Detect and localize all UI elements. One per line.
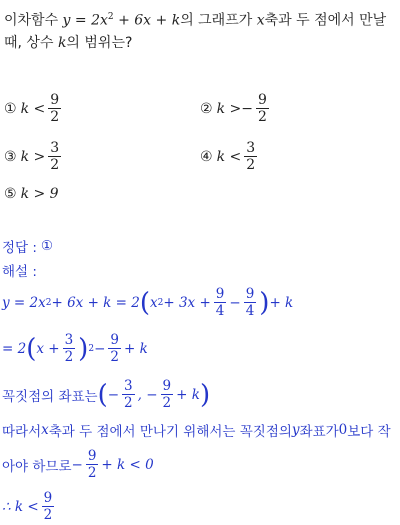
math-text: 보다 작 bbox=[347, 424, 391, 440]
option-2[interactable] bbox=[200, 92, 272, 125]
option-fraction bbox=[256, 92, 269, 125]
option-5[interactable] bbox=[4, 186, 59, 202]
option-fraction bbox=[244, 140, 257, 173]
math-text: 3 bbox=[50, 140, 60, 156]
math-text: − bbox=[229, 294, 241, 311]
math-text: y bbox=[291, 422, 300, 438]
math-text: 2 bbox=[110, 349, 119, 365]
math-text: 2 bbox=[50, 109, 60, 125]
math-text: y = 2x bbox=[2, 294, 46, 311]
math-text: 2 bbox=[246, 157, 256, 173]
math-text: 2 bbox=[157, 297, 164, 308]
fraction-9-2 bbox=[42, 490, 55, 523]
option-marker: ⑤ bbox=[4, 186, 17, 202]
question-text bbox=[4, 6, 398, 54]
option-expression: k >− bbox=[216, 100, 253, 117]
question-equation-rest: + 6x + k bbox=[113, 12, 181, 29]
math-text: , − bbox=[137, 386, 158, 403]
math-text: 2 bbox=[124, 395, 133, 411]
option-expression: k < bbox=[216, 148, 242, 165]
option-fraction bbox=[48, 140, 61, 173]
math-text: 2 bbox=[88, 343, 95, 354]
math-parenthesis: ( bbox=[26, 333, 37, 364]
math-text: 2 bbox=[257, 109, 267, 125]
question-variable-k: k bbox=[57, 34, 67, 51]
math-parenthesis: ( bbox=[97, 379, 108, 410]
answer-label: 정답 : bbox=[2, 240, 37, 256]
math-text: 2 bbox=[50, 157, 60, 173]
solution-step-5 bbox=[2, 448, 154, 481]
math-text: 아야 하므로 bbox=[2, 458, 72, 475]
math-text: + 3x + bbox=[163, 294, 211, 311]
fraction-9-2 bbox=[161, 378, 174, 411]
math-text: + k bbox=[176, 386, 200, 403]
question-part: 의 그래프가 bbox=[180, 12, 257, 29]
fraction-3-2 bbox=[63, 332, 76, 365]
math-text: 9 bbox=[215, 286, 225, 302]
math-text: x + bbox=[36, 340, 60, 357]
math-text: + 6x + k = 2 bbox=[51, 294, 140, 311]
option-marker: ① bbox=[4, 100, 17, 117]
explanation-label-text: 해설 : bbox=[2, 264, 37, 280]
option-marker: ③ bbox=[4, 148, 17, 165]
math-text: + k < 0 bbox=[101, 456, 154, 473]
question-part: 이차함수 bbox=[4, 12, 63, 29]
math-text: 9 bbox=[245, 286, 255, 302]
math-text: 4 bbox=[215, 303, 225, 319]
option-4[interactable] bbox=[200, 140, 260, 173]
math-text: 9 bbox=[43, 490, 53, 506]
math-text: + k bbox=[269, 294, 294, 311]
question-exponent: 2 bbox=[107, 12, 114, 22]
question-part: 축과 두 점에서 만날 때, 상수 bbox=[4, 12, 387, 51]
fraction-9-2 bbox=[86, 448, 99, 481]
math-text: 3 bbox=[246, 140, 256, 156]
answer-value: ① bbox=[40, 238, 54, 254]
math-text: 2 bbox=[45, 297, 52, 308]
math-text: 9 bbox=[257, 92, 267, 108]
option-marker: ② bbox=[200, 100, 213, 117]
math-text: − bbox=[107, 386, 120, 403]
option-3[interactable] bbox=[4, 140, 64, 173]
math-text: 꼭짓점의 좌표는 bbox=[2, 388, 98, 405]
fraction-3-2 bbox=[122, 378, 135, 411]
math-text: 2 bbox=[87, 465, 97, 481]
option-marker: ④ bbox=[200, 148, 213, 165]
question-equation: y = 2x bbox=[62, 12, 108, 29]
math-parenthesis: ) bbox=[259, 287, 270, 318]
option-1[interactable] bbox=[4, 92, 64, 125]
option-expression: k < bbox=[20, 100, 46, 117]
solution-step-3 bbox=[2, 378, 210, 411]
fraction-9-2 bbox=[108, 332, 121, 365]
solution-conclusion bbox=[2, 490, 57, 523]
math-text: 4 bbox=[245, 303, 255, 319]
solution-step-4 bbox=[2, 420, 391, 440]
explanation-label bbox=[2, 260, 37, 280]
math-text: = 2 bbox=[2, 340, 27, 357]
answer-line bbox=[2, 236, 53, 256]
question-part: 의 범위는? bbox=[66, 34, 133, 51]
solution-step-2 bbox=[2, 332, 148, 365]
math-text: 3 bbox=[64, 332, 74, 348]
fraction-9-4 bbox=[244, 286, 257, 319]
math-text: 따라서 bbox=[2, 424, 42, 440]
math-text: 9 bbox=[162, 378, 172, 394]
math-text: 2 bbox=[64, 349, 74, 365]
math-text: + k bbox=[123, 340, 148, 357]
option-expression: k > 9 bbox=[20, 186, 59, 202]
math-text: x bbox=[41, 422, 49, 438]
math-text: 좌표가 bbox=[299, 424, 339, 440]
math-text: 9 bbox=[50, 92, 60, 108]
math-text: 2 bbox=[43, 507, 53, 523]
math-text: 0 bbox=[338, 422, 348, 438]
math-text: ∴ k < bbox=[2, 498, 39, 515]
option-expression: k > bbox=[20, 148, 46, 165]
math-text: − bbox=[71, 456, 83, 473]
math-text: 3 bbox=[124, 378, 133, 394]
math-text: 9 bbox=[87, 448, 97, 464]
math-text: 축과 두 점에서 만나기 위해서는 꼭짓점의 bbox=[48, 424, 292, 440]
math-text: x bbox=[150, 294, 158, 311]
math-parenthesis: ) bbox=[199, 379, 211, 410]
question-variable-x: x bbox=[256, 12, 265, 29]
math-text: 9 bbox=[110, 332, 119, 348]
math-text: − bbox=[94, 340, 106, 357]
option-fraction bbox=[48, 92, 61, 125]
solution-step-1 bbox=[2, 286, 293, 319]
math-text: 2 bbox=[162, 395, 172, 411]
fraction-9-4 bbox=[214, 286, 227, 319]
math-parenthesis: ( bbox=[139, 287, 150, 318]
math-parenthesis: ) bbox=[78, 333, 89, 364]
